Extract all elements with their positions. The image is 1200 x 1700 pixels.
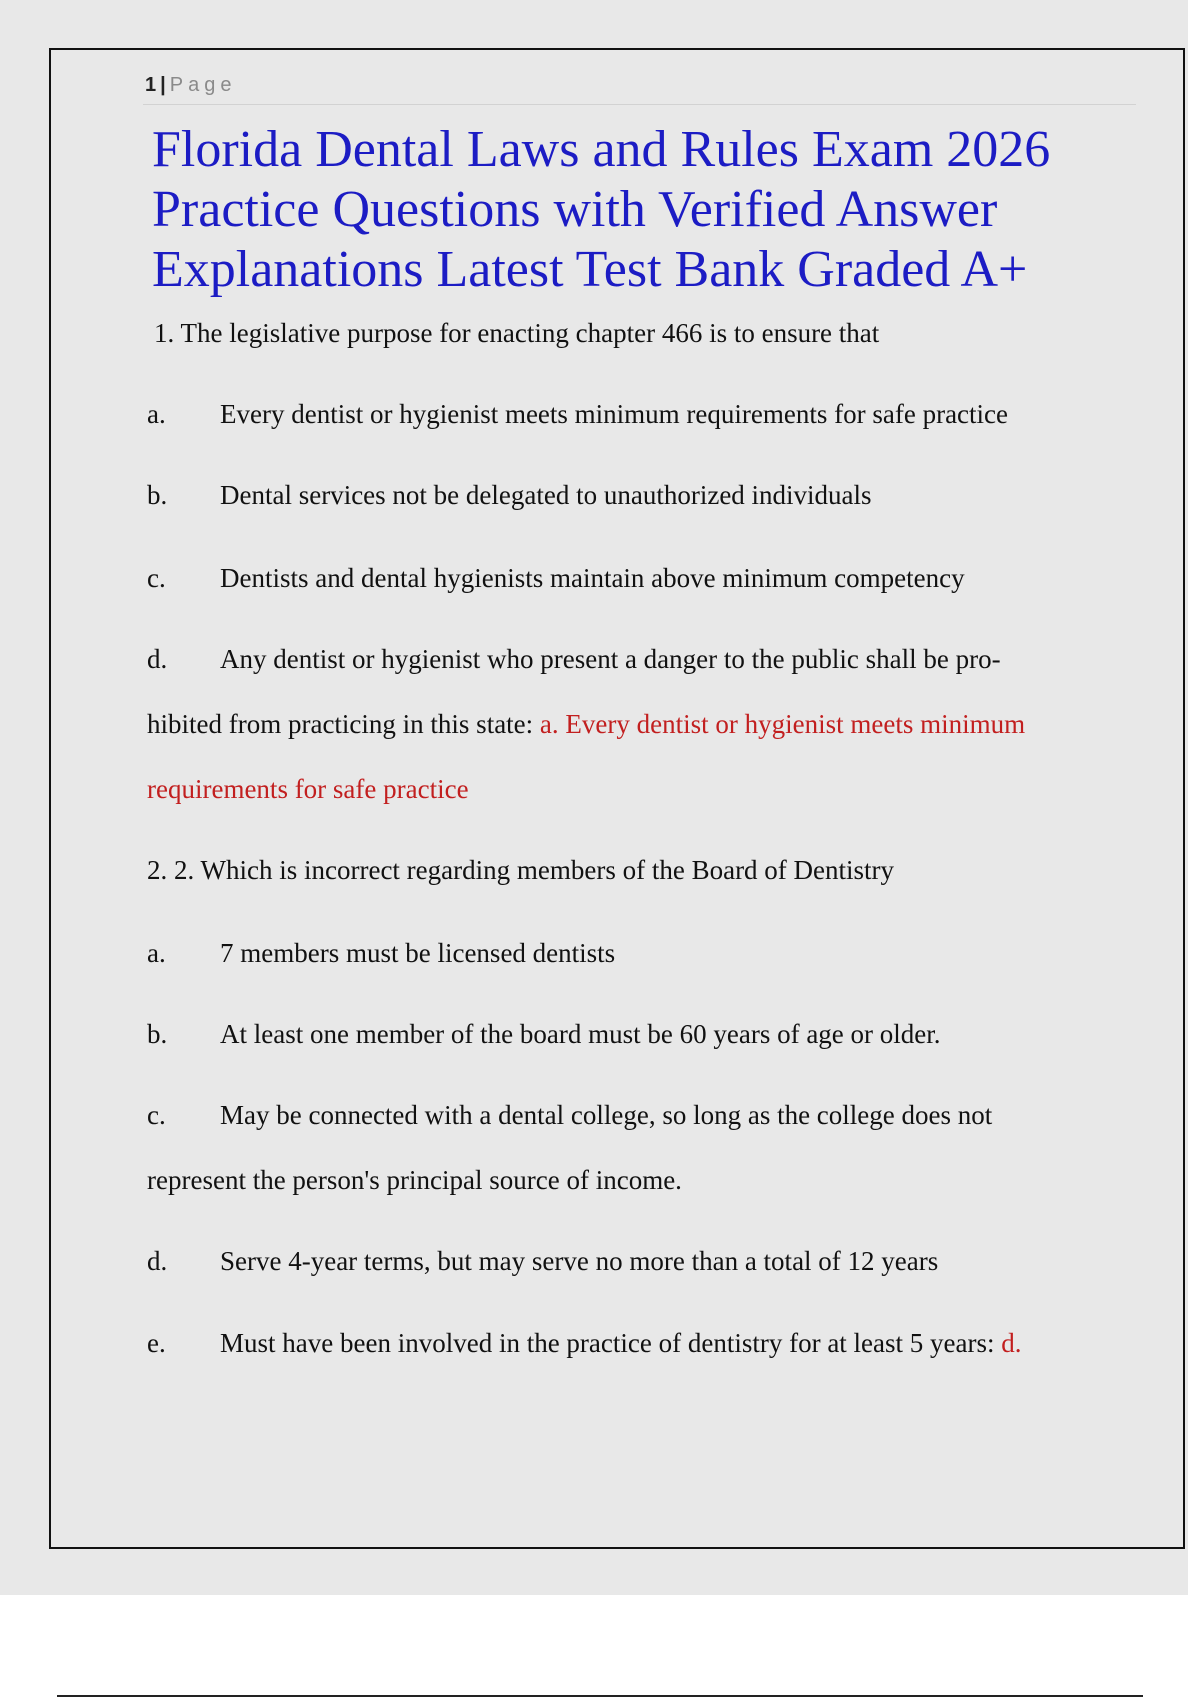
q2-option-c-letter: c. [147, 1100, 166, 1130]
q2-option-e-text: Must have been involved in the practice of dentistry for at least 5 years: [220, 1328, 995, 1358]
header-divider [143, 104, 1136, 105]
q1-option-d-continuation [147, 709, 1025, 740]
q1-option-d-text: Any dentist or hygienist who present a danger to the public shall be pro- [220, 644, 1001, 674]
page-label: Page [169, 74, 237, 96]
q2-option-c-continuation: represent the person's principal source of income. [147, 1165, 682, 1195]
page-header [145, 74, 236, 97]
document-title: Florida Dental Laws and Rules Exam 2026 Practice Questions with Verified Answer Explanations Latest Test Bank Graded A+ [152, 121, 1051, 298]
page-header-separator: | [160, 74, 166, 96]
bottom-divider [57, 1695, 1143, 1697]
q1-option-d-continuation-text: hibited from practicing in this state: [147, 709, 534, 739]
page-number: 1 [145, 74, 157, 96]
q1-answer-line-2: requirements for safe practice [147, 774, 469, 804]
q1-option-a-text: Every dentist or hygienist meets minimum requirements for safe practice [220, 399, 1009, 429]
q1-option-b-letter: b. [147, 480, 168, 510]
document-page [49, 48, 1185, 1549]
q2-option-d-letter: d. [147, 1246, 168, 1276]
question-2-stem: 2. 2. Which is incorrect regarding members of the Board of Dentistry [147, 855, 895, 885]
q1-option-b-text: Dental services not be delegated to unauthorized individuals [220, 480, 872, 510]
q2-option-b-letter: b. [147, 1019, 168, 1049]
q2-option-e-letter: e. [147, 1328, 166, 1358]
q1-option-c-letter: c. [147, 563, 166, 593]
q2-option-e [220, 1328, 1022, 1359]
q1-option-d-letter: d. [147, 644, 168, 674]
q2-option-a-text: 7 members must be licensed dentists [220, 938, 616, 968]
q1-option-c-text: Dentists and dental hygienists maintain above minimum competency [220, 563, 965, 593]
q2-option-b-text: At least one member of the board must be 60 years of age or older. [220, 1019, 941, 1049]
q2-option-c-text: May be connected with a dental college, so long as the college does not [220, 1100, 993, 1130]
q1-answer-line-1: a. Every dentist or hygienist meets minimum [539, 709, 1026, 739]
question-1-stem: 1. The legislative purpose for enacting chapter 466 is to ensure that [154, 318, 880, 348]
q2-option-a-letter: a. [147, 938, 166, 968]
q2-option-d-text: Serve 4-year terms, but may serve no more than a total of 12 years [220, 1246, 939, 1276]
q2-answer: d. [1001, 1328, 1022, 1358]
q1-option-a-letter: a. [147, 399, 166, 429]
